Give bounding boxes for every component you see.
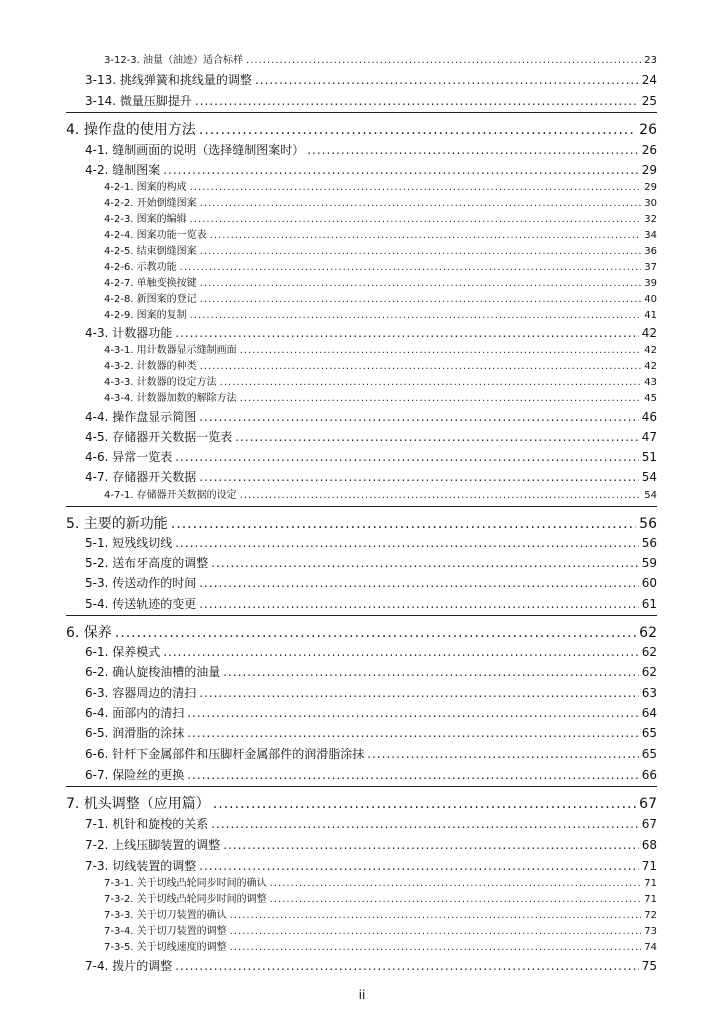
toc-entry-page: 42	[641, 326, 657, 340]
toc-entry-page: 30	[644, 198, 657, 209]
toc-entry-label: 7-3. 切线装置的调整	[85, 859, 197, 873]
toc-entry-page: 23	[644, 55, 657, 66]
toc-entry-page: 54	[641, 470, 657, 484]
toc-entry[interactable]	[85, 408, 657, 425]
toc-entry-page: 62	[641, 665, 657, 679]
toc-entry[interactable]	[85, 815, 657, 832]
toc-entry-page: 34	[644, 230, 657, 241]
toc-entry[interactable]	[66, 622, 657, 642]
toc-entry-label: 4-3. 计数器功能	[85, 326, 173, 340]
toc-entry[interactable]	[85, 448, 657, 465]
toc-entry-page: 67	[641, 817, 657, 831]
toc-entry-page: 71	[644, 878, 657, 889]
toc-entry[interactable]	[85, 643, 657, 660]
dot-leader	[230, 910, 642, 921]
section-divider	[66, 506, 657, 507]
toc-entry-label: 3-14. 微量压脚提升	[85, 94, 192, 108]
toc-entry-page: 62	[641, 645, 657, 659]
toc-entry[interactable]	[104, 906, 657, 921]
toc-entry-label: 4-3-2. 计数器的种类	[104, 361, 197, 372]
toc-entry-label: 3-12-3. 油量（油迹）适合标样	[104, 55, 244, 66]
toc-entry[interactable]	[85, 534, 657, 551]
toc-entry-label: 4-1. 缝制画面的说明（选择缝制图案时）	[85, 143, 305, 157]
toc-entry-page: 61	[641, 597, 657, 611]
dot-leader	[163, 645, 638, 659]
toc-entry[interactable]	[85, 324, 657, 341]
toc-entry-page: 74	[644, 942, 657, 953]
toc-entry[interactable]	[85, 554, 657, 571]
dot-leader	[307, 143, 638, 157]
dot-leader	[187, 706, 638, 720]
toc-entry-page: 75	[641, 959, 657, 973]
toc-entry-label: 7-3-1. 关于切线凸轮同步时间的确认	[104, 878, 267, 889]
dot-leader	[199, 597, 638, 611]
toc-entry-page: 54	[644, 490, 657, 501]
dot-leader	[199, 122, 636, 138]
toc-entry-page: 46	[641, 410, 657, 424]
toc-entry-label: 7. 机头调整（应用篇）	[66, 796, 210, 812]
toc-entry-page: 66	[641, 768, 657, 782]
toc-entry-label: 7-3-3. 关于切刀装置的确认	[104, 910, 227, 921]
toc-entry-label: 7-2. 上线压脚装置的调整	[85, 838, 221, 852]
toc-entry-page: 40	[644, 294, 657, 305]
toc-entry[interactable]	[85, 141, 657, 158]
toc-entry-label: 4-3-3. 计数器的设定方法	[104, 377, 217, 388]
dot-leader	[240, 393, 642, 404]
toc-entry-label: 4-7-1. 存储器开关数据的设定	[104, 490, 237, 501]
toc-entry[interactable]	[85, 428, 657, 445]
toc-entry-label: 5. 主要的新功能	[66, 516, 168, 532]
toc-entry-label: 4-2-4. 图案功能一览表	[104, 230, 207, 241]
toc-entry-page: 36	[644, 246, 657, 257]
toc-entry-page: 68	[641, 838, 657, 852]
toc-entry[interactable]	[85, 684, 657, 701]
dot-leader	[200, 198, 642, 209]
toc-entry-page: 51	[641, 450, 657, 464]
toc-entry-label: 4-3-1. 用计数器显示缝制画面	[104, 345, 237, 356]
toc-entry-label: 5-1. 短残线切线	[85, 536, 173, 550]
toc-entry[interactable]	[104, 194, 657, 209]
toc-entry-label: 4-2-1. 图案的构成	[104, 182, 187, 193]
toc-entry-label: 6-4. 面部内的清扫	[85, 706, 185, 720]
toc-entry[interactable]	[104, 210, 657, 225]
toc-entry-label: 7-1. 机针和旋梭的关系	[85, 817, 209, 831]
toc-entry-page: 45	[644, 393, 657, 404]
toc-entry[interactable]	[85, 857, 657, 874]
page-number: ii	[358, 988, 366, 1002]
toc-entry[interactable]	[104, 357, 657, 372]
toc-entry-label: 4-2-2. 开始倒缝图案	[104, 198, 197, 209]
toc-entry-page: 41	[644, 310, 657, 321]
toc-entry[interactable]	[104, 242, 657, 257]
toc-entry-page: 65	[641, 747, 657, 761]
dot-leader	[199, 859, 638, 873]
dot-leader	[190, 182, 642, 193]
dot-leader	[367, 747, 638, 761]
toc-entry[interactable]	[85, 663, 657, 680]
toc-entry-label: 5-4. 传送轨迹的变更	[85, 597, 197, 611]
toc-entry-page: 39	[644, 278, 657, 289]
toc-entry-label: 4-2-5. 结束倒缝图案	[104, 246, 197, 257]
toc-entry[interactable]	[104, 938, 657, 953]
toc-entry-label: 4-2. 缝制图案	[85, 163, 161, 177]
toc-entry-page: 56	[639, 516, 657, 532]
dot-leader	[190, 310, 642, 321]
dot-leader	[199, 470, 638, 484]
dot-leader	[171, 516, 636, 532]
toc-entry-label: 3-13. 挑线弹簧和挑线量的调整	[85, 73, 252, 87]
toc-entry-label: 6-1. 保养模式	[85, 645, 161, 659]
dot-leader	[175, 536, 638, 550]
toc-entry-label: 4-2-9. 图案的复制	[104, 310, 187, 321]
toc-entry-page: 73	[644, 926, 657, 937]
toc-entry-label: 7-3-2. 关于切线凸轮同步时间的调整	[104, 894, 267, 905]
toc-entry[interactable]	[104, 51, 657, 66]
toc-entry-page: 63	[641, 686, 657, 700]
toc-entry-label: 4-2-3. 图案的编辑	[104, 214, 187, 225]
dot-leader	[210, 230, 642, 241]
dot-leader	[199, 410, 638, 424]
toc-entry-page: 67	[639, 796, 657, 812]
toc-entry-page: 32	[644, 214, 657, 225]
dot-leader	[223, 838, 638, 852]
toc-entry-label: 4-2-8. 新图案的登记	[104, 294, 197, 305]
toc-entry-label: 5-3. 传送动作的时间	[85, 576, 197, 590]
toc-entry[interactable]	[104, 274, 657, 289]
toc-entry[interactable]	[104, 226, 657, 241]
toc-entry-page: 42	[644, 361, 657, 372]
dot-leader	[175, 450, 638, 464]
toc-entry-label: 7-4. 拨片的调整	[85, 959, 173, 973]
dot-leader	[199, 686, 638, 700]
dot-leader	[230, 942, 642, 953]
toc-entry-page: 64	[641, 706, 657, 720]
dot-leader	[190, 214, 642, 225]
toc-entry-label: 7-3-5. 关于切线速度的调整	[104, 942, 227, 953]
dot-leader	[175, 959, 638, 973]
toc-entry-page: 56	[641, 536, 657, 550]
section-divider	[66, 786, 657, 787]
toc-entry-label: 6-7. 保险丝的更换	[85, 768, 185, 782]
dot-leader	[200, 361, 642, 372]
toc-entry-label: 4-5. 存储器开关数据一览表	[85, 430, 233, 444]
dot-leader	[220, 377, 642, 388]
toc-entry[interactable]	[104, 290, 657, 305]
dot-leader	[195, 94, 639, 108]
dot-leader	[270, 878, 642, 889]
dot-leader	[175, 326, 638, 340]
dot-leader	[200, 246, 642, 257]
toc-entry-page: 43	[644, 377, 657, 388]
dot-leader	[200, 278, 642, 289]
dot-leader	[270, 894, 642, 905]
toc-entry-page: 24	[641, 73, 657, 87]
toc-entry-label: 6-5. 润滑脂的涂抹	[85, 726, 185, 740]
toc-entry[interactable]	[104, 341, 657, 356]
section-divider	[66, 615, 657, 616]
toc-entry[interactable]	[104, 258, 657, 273]
dot-leader	[240, 490, 642, 501]
toc-entry[interactable]	[85, 92, 657, 109]
dot-leader	[230, 926, 642, 937]
toc-entry[interactable]	[104, 890, 657, 905]
dot-leader	[187, 726, 638, 740]
dot-leader	[211, 556, 638, 570]
toc-entry-page: 62	[639, 625, 657, 641]
toc-entry[interactable]	[104, 486, 657, 501]
toc-entry-label: 6-2. 确认旋梭油槽的油量	[85, 665, 221, 679]
dot-leader	[200, 294, 642, 305]
toc-entry[interactable]	[85, 957, 657, 974]
toc-entry-page: 29	[641, 163, 657, 177]
dot-leader	[235, 430, 638, 444]
toc-entry-page: 47	[641, 430, 657, 444]
toc-entry-label: 4-2-7. 单触变换按键	[104, 278, 197, 289]
toc-entry[interactable]	[85, 724, 657, 741]
toc-entry[interactable]	[85, 704, 657, 721]
toc-entry[interactable]	[85, 161, 657, 178]
toc-entry-label: 4-7. 存储器开关数据	[85, 470, 197, 484]
toc-entry[interactable]	[66, 119, 657, 139]
toc-entry-label: 4. 操作盘的使用方法	[66, 122, 196, 138]
toc-entry[interactable]	[104, 306, 657, 321]
dot-leader	[255, 73, 639, 87]
toc-entry[interactable]	[85, 745, 657, 762]
dot-leader	[223, 665, 638, 679]
toc-entry[interactable]	[66, 793, 657, 813]
toc-entry-page: 26	[641, 143, 657, 157]
toc-entry[interactable]	[85, 766, 657, 783]
dot-leader	[213, 796, 636, 812]
toc-entry-label: 4-2-6. 示教功能	[104, 262, 177, 273]
dot-leader	[199, 576, 638, 590]
toc-entry[interactable]	[85, 71, 657, 88]
dot-leader	[115, 625, 636, 641]
dot-leader	[246, 55, 641, 66]
toc-entry[interactable]	[66, 513, 657, 533]
dot-leader	[211, 817, 638, 831]
toc-entry-page: 29	[644, 182, 657, 193]
dot-leader	[240, 345, 642, 356]
toc-entry-label: 4-3-4. 计数器加数的解除方法	[104, 393, 237, 404]
toc-entry[interactable]	[85, 595, 657, 612]
toc-entry-label: 6-3. 容器周边的清扫	[85, 686, 197, 700]
toc-entry[interactable]	[104, 922, 657, 937]
toc-entry-label: 4-4. 操作盘显示简图	[85, 410, 197, 424]
toc-entry[interactable]	[104, 874, 657, 889]
toc-entry[interactable]	[85, 574, 657, 591]
toc-entry-page: 59	[641, 556, 657, 570]
toc-entry[interactable]	[85, 468, 657, 485]
toc-entry-page: 71	[644, 894, 657, 905]
toc-entry-page: 65	[641, 726, 657, 740]
toc-entry-page: 72	[644, 910, 657, 921]
toc-entry[interactable]	[104, 178, 657, 193]
toc-entry[interactable]	[104, 389, 657, 404]
toc-entry-page: 71	[641, 859, 657, 873]
toc-entry-label: 6-6. 针杆下金属部件和压脚杆金属部件的润滑脂涂抹	[85, 747, 365, 761]
toc-entry[interactable]	[104, 373, 657, 388]
dot-leader	[180, 262, 642, 273]
section-divider	[66, 112, 657, 113]
dot-leader	[163, 163, 638, 177]
toc-entry-label: 5-2. 送布牙高度的调整	[85, 556, 209, 570]
toc-entry-label: 6. 保养	[66, 625, 112, 641]
toc-entry-label: 7-3-4. 关于切刀装置的调整	[104, 926, 227, 937]
dot-leader	[187, 768, 638, 782]
toc-entry[interactable]	[85, 836, 657, 853]
toc-entry-page: 42	[644, 345, 657, 356]
toc-entry-label: 4-6. 异常一览表	[85, 450, 173, 464]
toc-entry-page: 37	[644, 262, 657, 273]
toc-entry-page: 26	[639, 122, 657, 138]
toc-entry-page: 60	[641, 576, 657, 590]
toc-entry-page: 25	[641, 94, 657, 108]
